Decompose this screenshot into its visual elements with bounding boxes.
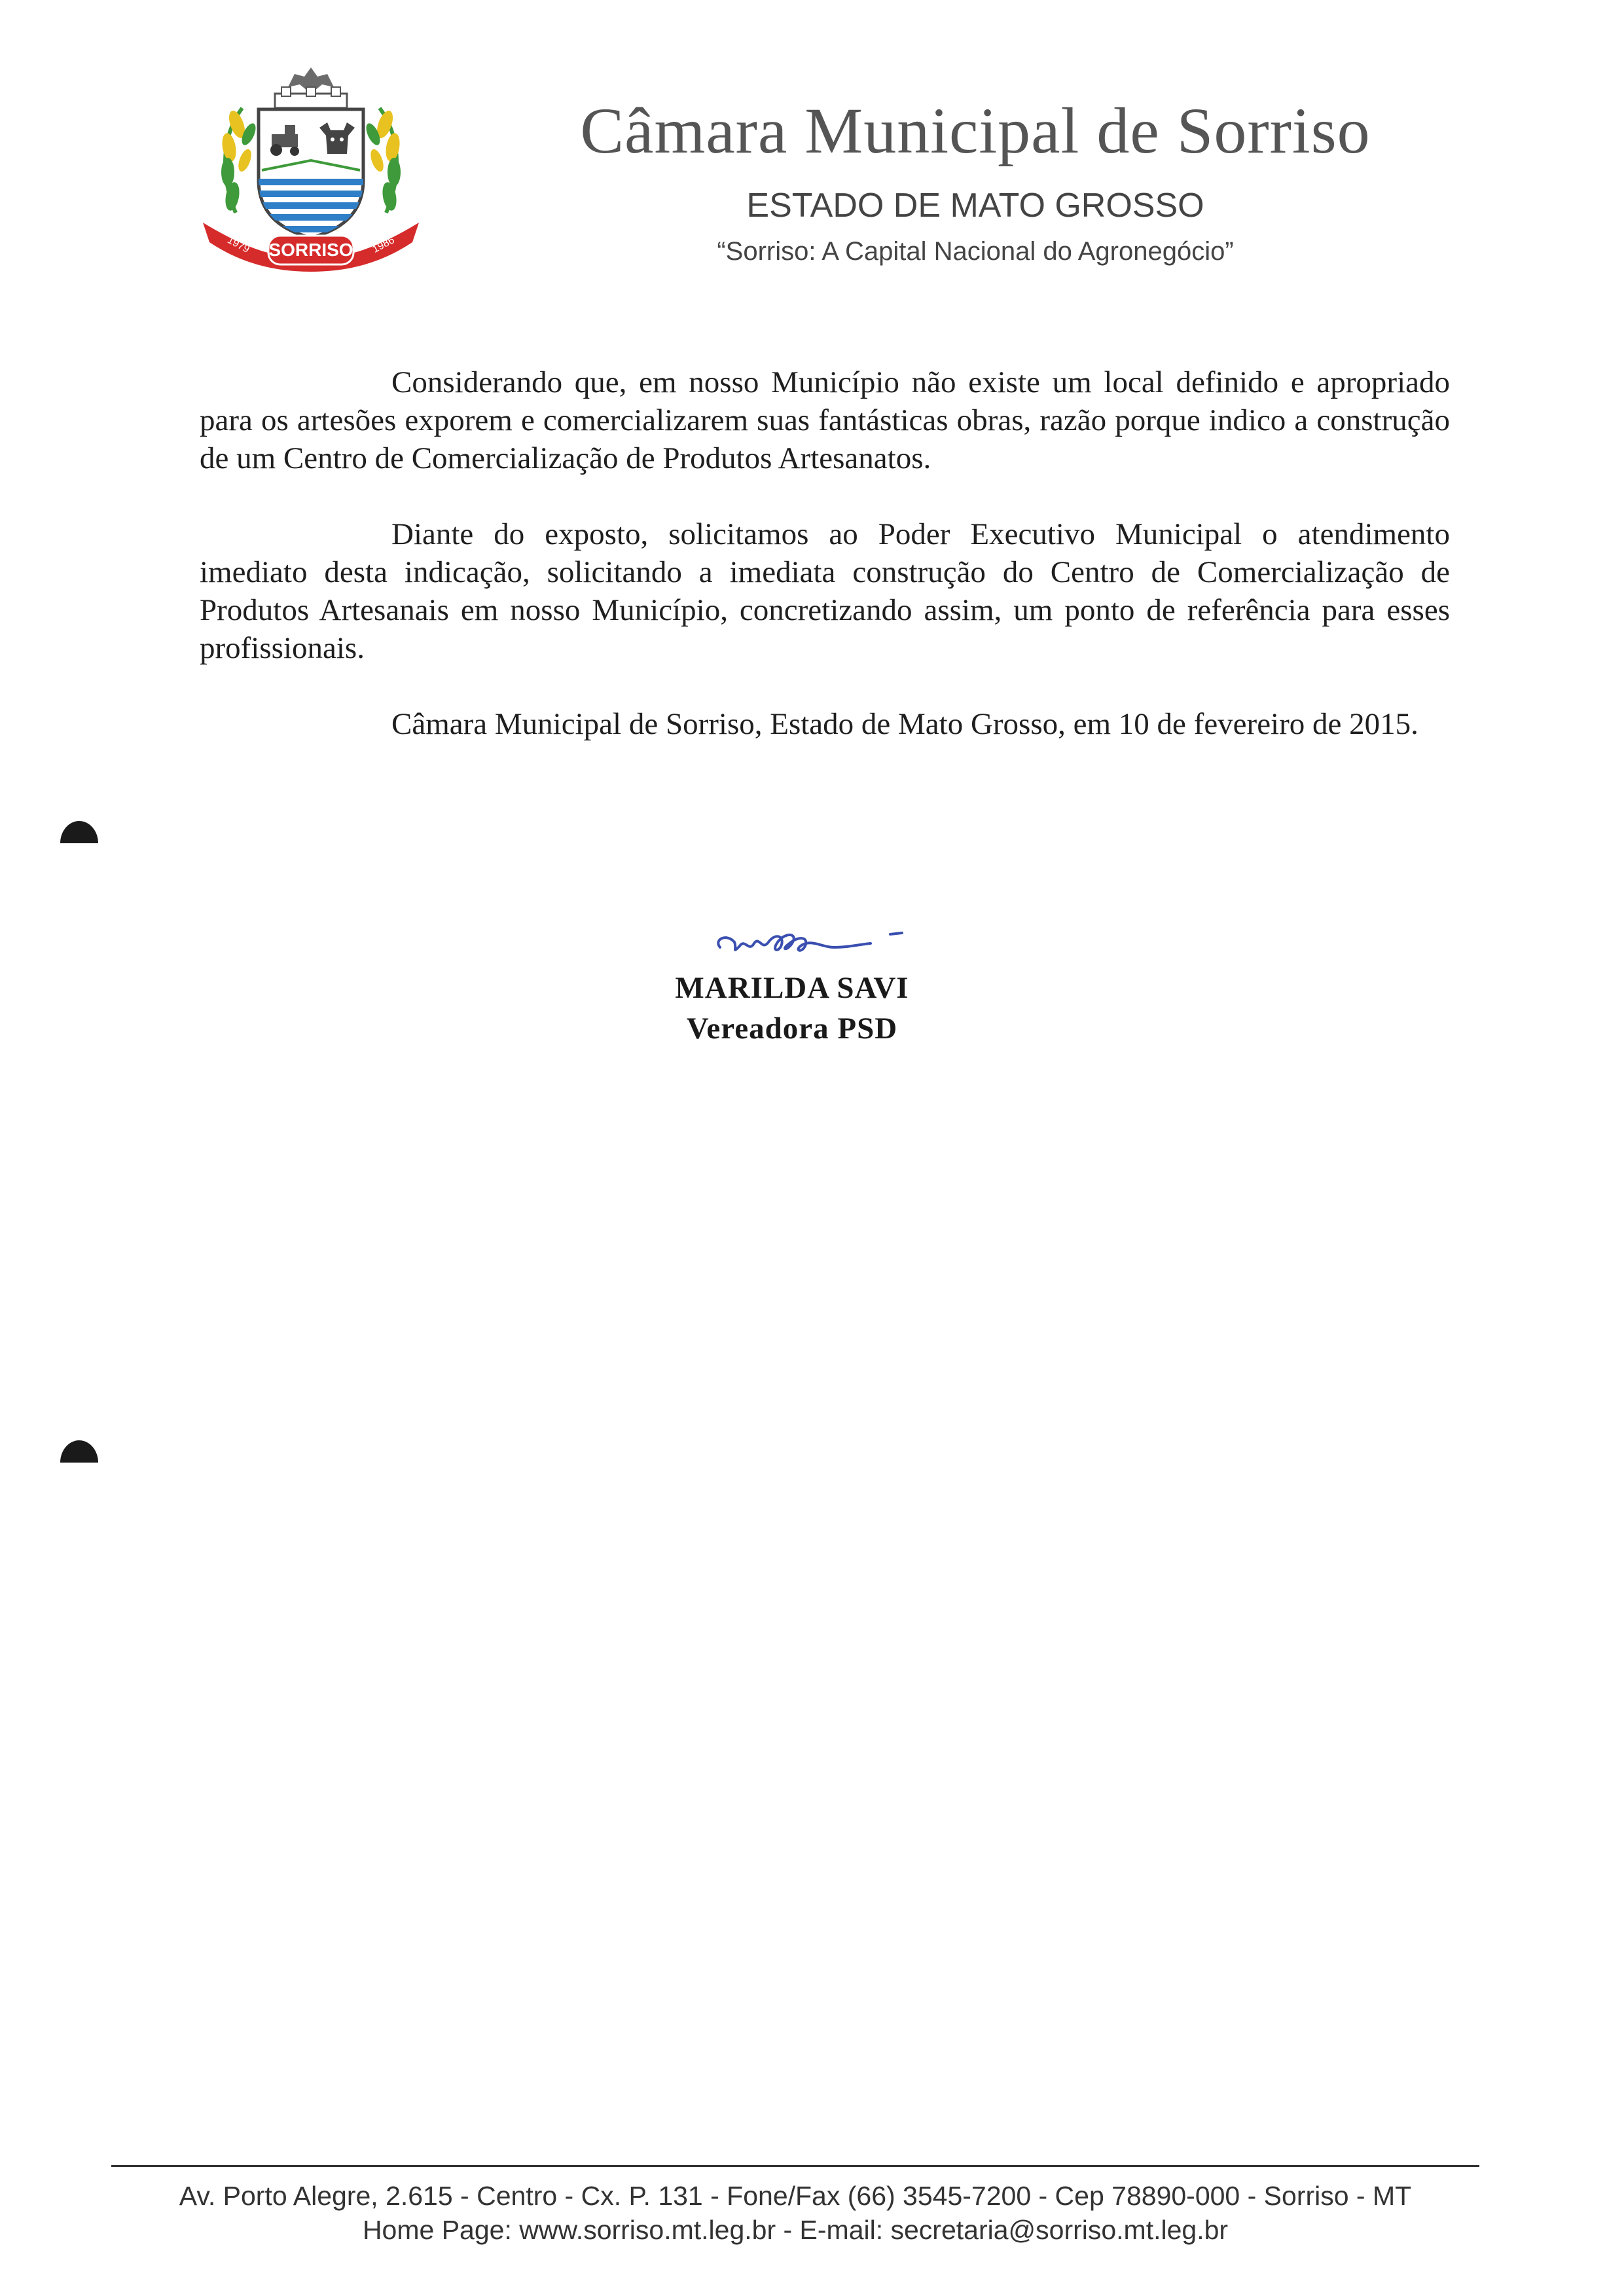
letterhead — [458, 94, 1492, 266]
footer-divider — [111, 2165, 1479, 2167]
crest-year-left: 1979 — [225, 234, 251, 255]
header-motto: “Sorriso: A Capital Nacional do Agronegócio” — [717, 237, 1234, 266]
footer — [111, 2179, 1479, 2247]
footer-address: Av. Porto Alegre, 2.615 - Centro - Cx. P. 131 - Fone/Fax (66) 3545-7200 - Cep 78890-000 - Sorriso - MT — [179, 2181, 1412, 2211]
municipal-crest-logo — [196, 62, 425, 278]
header-title: Câmara Municipal de Sorriso — [580, 94, 1371, 167]
body-paragraph-2: Diante do exposto, solicitamos ao Poder Executivo Municipal o atendimento imediato desta indicação, solicitando a imediata construção do Centro de Comercialização de Produtos Artesanais em nosso Município, concretizando assim, um ponto de referência para esses profissionais. — [200, 517, 1450, 665]
signer-block — [589, 968, 995, 1049]
crest-banner-text: SORRISO — [268, 240, 353, 260]
shield-icon — [259, 109, 363, 238]
punch-hole-bottom — [60, 1440, 98, 1463]
handwritten-signature — [694, 913, 956, 966]
wheat-left-icon — [220, 108, 259, 213]
document-body — [200, 363, 1450, 743]
footer-contact: Home Page: www.sorriso.mt.leg.br - E-mail: secretaria@sorriso.mt.leg.br — [362, 2215, 1229, 2245]
wheat-right-icon — [363, 108, 402, 213]
punch-hole-top — [60, 821, 98, 843]
crest-year-right: 1986 — [370, 234, 397, 255]
header-state: ESTADO DE MATO GROSSO — [746, 187, 1204, 225]
body-paragraph-3: Câmara Municipal de Sorriso, Estado de Mato Grosso, em 10 de fevereiro de 2015. — [391, 707, 1418, 741]
body-paragraph-1: Considerando que, em nosso Município não existe um local definido e apropriado para os artesões exporem e comercializarem suas fantásticas obras, razão porque indico a construção de um Centro de Comercialização de Produtos Artesanatos. — [200, 365, 1450, 475]
signer-name: MARILDA SAVI — [675, 971, 909, 1005]
signer-role: Vereadora PSD — [686, 1011, 898, 1046]
